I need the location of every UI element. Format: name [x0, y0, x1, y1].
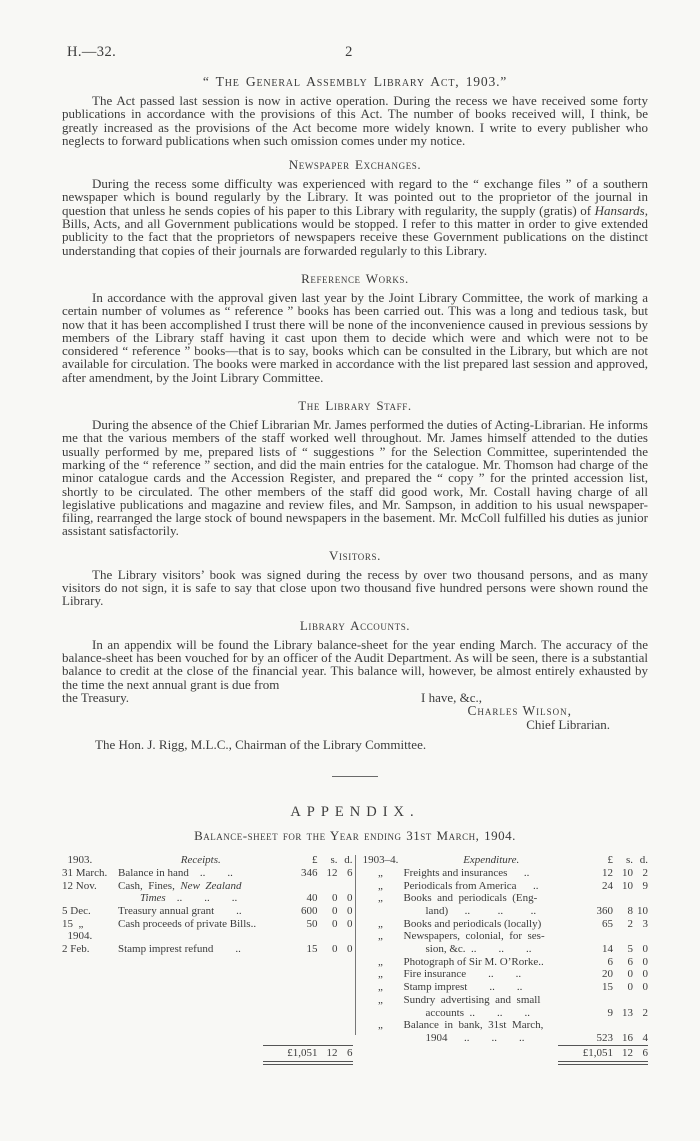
ledger-amount-shillings: 13: [622, 1006, 633, 1019]
expenditure-total-row: [558, 1045, 648, 1066]
ledger-amount-pence: 0: [642, 968, 648, 981]
section-heading-reference-works: Reference Works.: [301, 270, 409, 286]
ledger-description: [404, 867, 580, 880]
ledger-description: [404, 930, 580, 943]
ledger-description: [118, 867, 284, 880]
ledger-row: [62, 905, 353, 918]
ledger-row: [358, 981, 649, 994]
ledger-amount-shillings: 5: [627, 943, 633, 956]
valediction: I have, &c.,: [420, 689, 482, 705]
ledger-date: 5 Dec.: [62, 904, 91, 917]
ledger-amount-pounds: 9: [607, 1006, 613, 1019]
ledger-amount-pence: 0: [347, 943, 353, 956]
ledger-amount-pence: [633, 1019, 648, 1032]
ledger-date: 1904.: [62, 930, 93, 943]
ledger-row: [62, 943, 353, 956]
ledger-description: [404, 1007, 580, 1020]
ledger-description-text: Fire insurance .. ..: [403, 968, 522, 981]
ledger-amount-pounds: 346: [301, 866, 318, 879]
ledger-amount-pence: [338, 930, 353, 943]
signature-name: Charles Wilson,: [467, 703, 572, 719]
ledger-date: [358, 905, 404, 918]
section-heading-library-accounts: Library Accounts.: [299, 617, 411, 633]
ledger-amount-pounds: [284, 880, 318, 893]
ledger-amount-pence: [338, 880, 353, 893]
ledger-date: 31 March.: [62, 866, 108, 879]
receipts-total-row: [263, 1045, 353, 1066]
ledger-description: [118, 892, 284, 905]
ledger-row: [358, 930, 649, 943]
page-header: [62, 44, 648, 61]
total-pounds: £1,051: [582, 1046, 613, 1059]
ledger-date: 2 Feb.: [62, 943, 90, 956]
ledger-amount-shillings: [613, 1019, 633, 1032]
total-pence: 6: [642, 1046, 648, 1059]
ledger-date: „: [378, 955, 383, 968]
expenditure-year-label: 1903–4.: [362, 854, 399, 867]
ledger-amount-pounds: 40: [306, 892, 318, 905]
ledger-amount-shillings: 10: [622, 879, 633, 892]
ledger-amount-shillings: [318, 930, 338, 943]
ledger-description: [404, 918, 580, 931]
ledger-amount-pence: [633, 930, 648, 943]
pence-header: d.: [344, 854, 353, 867]
ledger-row: [62, 918, 353, 931]
ledger-amount-shillings: [613, 892, 633, 905]
ledger-amount-pence: 0: [347, 904, 353, 917]
paragraph-newspaper-exchanges: [62, 177, 648, 257]
ledger-amount-pence: 6: [347, 866, 353, 879]
ledger-amount-pence: 0: [642, 943, 648, 956]
expenditure-column-title: Expenditure.: [463, 854, 520, 867]
ledger-date: [358, 1032, 404, 1045]
ledger-amount-pounds: 20: [602, 968, 613, 981]
ledger-description: [118, 943, 284, 956]
ledger-row: [358, 968, 649, 981]
ledger-description-text: land) .. .. ..: [425, 904, 537, 917]
ledger-amount-shillings: [613, 930, 633, 943]
ledger-row: [358, 1019, 649, 1032]
ledger-amount-pence: 2: [642, 866, 648, 879]
ledger-description-text: Cash, Fines,: [118, 879, 181, 892]
receipts-header-row: [62, 854, 353, 867]
ledger-description-text: accounts .. .. ..: [425, 1006, 530, 1019]
receipts-column: [62, 854, 353, 1067]
ledger-description-text: sion, &c. .. .. ..: [425, 943, 532, 956]
ledger-amount-pounds: 50: [306, 917, 318, 930]
ledger-description: [404, 905, 580, 918]
closing-treasury: the Treasury.: [62, 689, 130, 705]
ledger-row: [358, 892, 649, 905]
ledger-amount-pence: [633, 892, 648, 905]
ledger-amount-pence: 0: [642, 955, 648, 968]
ledger-description-text: Periodicals from America ..: [403, 879, 539, 892]
ledger-date: 15 „: [62, 917, 84, 930]
page-number: 2: [345, 44, 353, 60]
shillings-header: s.: [625, 854, 633, 867]
expenditure-rows: [358, 867, 649, 1045]
total-shillings: 12: [326, 1046, 338, 1059]
total-pence: 6: [347, 1046, 353, 1059]
ledger-row: [358, 918, 649, 931]
ledger-amount-shillings: 12: [326, 866, 338, 879]
ledger-amount-pounds: 360: [596, 904, 613, 917]
ledger-amount-shillings: 0: [627, 968, 633, 981]
ledger-column-divider: [355, 855, 356, 1035]
ledger-amount-pence: [633, 994, 648, 1007]
ledger-description-text: Books and periodicals (locally): [403, 917, 542, 930]
section-heading-library-staff: The Library Staff.: [298, 398, 412, 414]
ledger-description-text: Cash proceeds of private Bills..: [118, 917, 257, 930]
ledger-amount-pounds: [579, 892, 613, 905]
ledger-description-text: Freights and insurances ..: [403, 866, 530, 879]
ledger-amount-shillings: [613, 994, 633, 1007]
closing-line: [62, 691, 648, 704]
section-divider-rule: [332, 776, 378, 777]
ledger-row: [62, 892, 353, 905]
receipts-column-title: Receipts.: [180, 854, 221, 867]
ledger-row: [358, 1007, 649, 1020]
ledger-description-text: .. .. ..: [165, 892, 238, 905]
ledger-date: „: [378, 917, 383, 930]
total-pounds: £1,051: [287, 1046, 318, 1059]
ledger-date: „: [378, 981, 383, 994]
ledger-amount-pounds: [579, 994, 613, 1007]
ledger-row: [358, 905, 649, 918]
receipts-year-label: 1903.: [62, 854, 93, 867]
ledger-row: [358, 880, 649, 893]
paragraph-part: , Bills, Acts, and all Government publications would be stopped. I refer to this matter in order to give extended publicity to the fact that the proprietors of newspapers receive these Government publications on the distinct understanding that copies of their journals are forwarded regularly to this Library.: [62, 202, 648, 258]
ledger-description-text: Photograph of Sir M. O’Rorke..: [403, 955, 544, 968]
ledger-description: [404, 981, 580, 994]
ledger-amount-shillings: 0: [332, 943, 338, 956]
ledger-amount-pounds: 600: [301, 904, 318, 917]
ledger-description-text: Balance in bank, 31st March,: [403, 1019, 544, 1032]
ledger-description-italic: Times: [140, 892, 166, 905]
ledger-amount-shillings: 0: [332, 892, 338, 905]
ledger-amount-shillings: 0: [627, 981, 633, 994]
ledger-description: [404, 1019, 580, 1032]
ledger-amount-pence: 3: [642, 917, 648, 930]
ledger-amount-pounds: 12: [602, 866, 613, 879]
signature-role: Chief Librarian.: [526, 716, 610, 732]
ledger-amount-pence: 4: [642, 1031, 648, 1044]
appendix-title: APPENDIX.: [290, 804, 420, 821]
ledger-description-text: Stamp imprest refund ..: [118, 943, 241, 956]
ledger-amount-pounds: 24: [602, 879, 613, 892]
ledger-amount-shillings: 6: [627, 955, 633, 968]
appendix-subtitle: Balance-sheet for the Year ending 31st March, 1904.: [194, 828, 516, 844]
ledger-amount-pounds: 65: [602, 917, 613, 930]
expenditure-header-row: [358, 854, 649, 867]
document-title: “ The General Assembly Library Act, 1903.”: [202, 74, 508, 89]
pounds-header: £: [312, 854, 318, 867]
ledger-amount-pence: 10: [637, 904, 648, 917]
pence-header: d.: [639, 854, 648, 867]
ledger-row: [62, 930, 353, 943]
ledger-date: [358, 943, 404, 956]
ledger-date: „: [378, 879, 383, 892]
ledger-amount-pounds: 523: [596, 1031, 613, 1044]
ledger-amount-shillings: 8: [627, 904, 633, 917]
section-heading-visitors: Visitors.: [329, 547, 381, 563]
ledger-description: [118, 880, 284, 893]
ledger-row: [358, 1032, 649, 1045]
paragraph-part: During the recess some difficulty was experienced with regard to the “ exchange files ” of a southern newspaper which is bound regularly by the Library. It was pointed out to the proprietor of the journal in question that unless he sends copies of his paper to this Library with regularity, the supply (gratis) of: [62, 176, 648, 218]
ledger-date: [62, 892, 118, 905]
ledger-date: „: [378, 1019, 383, 1032]
paragraph-reference-works: In accordance with the approval given last year by the Joint Library Committee, the work of marking a certain number of volumes as “ reference ” books has been carried out. This was a long and tedious task, but now that it has been accomplished I trust there will be none of the inconvenience caused in previous sessions by members of the Library staff having it cast upon them to decide which were and which were not to be considered “ reference ” books—that is to say, books which can be consulted in the Library, but which are not available for circulation. The books were marked in accordance with the list prepared last session and approved, after amendment, by the Joint Library Committee.: [62, 289, 648, 385]
balance-sheet: [62, 854, 648, 1067]
ledger-date: „: [378, 993, 383, 1006]
doc-reference: H.—32.: [67, 44, 117, 60]
ledger-description: [118, 918, 284, 931]
ledger-description-text: Stamp imprest .. ..: [403, 981, 523, 994]
shillings-header: s.: [330, 854, 338, 867]
ledger-row: [62, 880, 353, 893]
ledger-amount-pence: 2: [642, 1006, 648, 1019]
ledger-description-text: Sundry advertising and small: [403, 993, 541, 1006]
paragraph-visitors: The Library visitors’ book was signed during the recess by over two thousand persons, and as many visitors do not sign, it is safe to say that close upon two thousand five hundred persons were shown round the Library.: [62, 566, 648, 609]
ledger-description: [404, 956, 580, 969]
ledger-description: [118, 930, 284, 943]
paragraph-library-accounts: In an appendix will be found the Library balance-sheet for the year ending March. The accuracy of the balance-sheet has been vouched for by an officer of the Audit Department. As will be seen, there is a substantial balance to credit at the close of the financial year. This balance will, however, be almost entirely exhausted by the time the next annual grant is due from: [62, 636, 648, 692]
ledger-description-text: 1904 .. .. ..: [425, 1031, 525, 1044]
ledger-description: [404, 1032, 580, 1045]
ledger-row: [62, 867, 353, 880]
ledger-amount-pounds: [579, 1019, 613, 1032]
ledger-description: [404, 968, 580, 981]
ledger-description: [404, 880, 580, 893]
ledger-amount-pence: 0: [347, 892, 353, 905]
section-heading-newspaper-exchanges: Newspaper Exchanges.: [288, 157, 422, 173]
ledger-amount-shillings: 0: [332, 917, 338, 930]
ledger-description-text: Treasury annual grant ..: [118, 904, 242, 917]
expenditure-column: [358, 854, 649, 1067]
ledger-amount-shillings: 16: [622, 1031, 633, 1044]
ledger-date: 12 Nov.: [62, 879, 97, 892]
ledger-amount-pence: 0: [642, 981, 648, 994]
ledger-amount-shillings: 2: [627, 917, 633, 930]
ledger-row: [358, 956, 649, 969]
paragraph-act-operation: The Act passed last session is now in active operation. During the recess we have received some forty publications in accordance with the provisions of this Act. The number of books received will, I think, be greatly increased as the provisions of the Act become more widely known. I write to every publisher who neglects to forward publications when such omission comes under my notice.: [62, 93, 648, 148]
ledger-description-text: Balance in hand .. ..: [118, 866, 233, 879]
ledger-description-text: Books and periodicals (Eng-: [403, 892, 538, 905]
ledger-amount-pounds: 6: [607, 955, 613, 968]
ledger-amount-pounds: 15: [306, 943, 318, 956]
ledger-date: „: [378, 892, 383, 905]
ledger-description-text: Newspapers, colonial, for ses-: [403, 930, 545, 943]
ledger-amount-pence: 9: [642, 879, 648, 892]
ledger-description: [404, 943, 580, 956]
ledger-amount-pence: 0: [347, 917, 353, 930]
ledger-description: [404, 892, 580, 905]
ledger-date: „: [378, 866, 383, 879]
ledger-date: „: [378, 930, 383, 943]
ledger-amount-pounds: [579, 930, 613, 943]
receipts-rows: [62, 867, 353, 956]
ledger-date: [358, 1007, 404, 1020]
ledger-row: [358, 994, 649, 1007]
ledger-row: [358, 943, 649, 956]
paragraph-library-staff: During the absence of the Chief Librarian Mr. James performed the duties of Acting-Librarian. He informs me that the various members of the staff worked well throughout. Mr. James himself attended to the duties usually performed by me, prepared lists of “ suggestions ” for the Selection Committee, superintended the marking of the “ reference ” section, and did the main entries for the catalogue. Mr. Thomson had charge of the minor catalogue cards and the Accession Register, and prepared the “ copy ” for the printed accession list, shortly to be circulated. The other members of the staff did good work, Mr. Costall having charge of all legislative publications and magazine and review files, and Mr. Sampson, in addition to his usual newspaper-filing, rearranged the large stock of bound newspapers in the basement. Mr. McColl fulfilled his duties as junior assistant satisfactorily.: [62, 417, 648, 539]
ledger-amount-shillings: 10: [622, 866, 633, 879]
ledger-amount-pounds: [284, 930, 318, 943]
ledger-amount-shillings: 0: [332, 904, 338, 917]
italic-hansards: Hansards: [594, 202, 645, 218]
ledger-description: [118, 905, 284, 918]
ledger-row: [358, 867, 649, 880]
ledger-amount-pounds: 14: [602, 943, 613, 956]
addressee-line: The Hon. J. Rigg, M.L.C., Chairman of the Library Committee.: [95, 737, 427, 753]
total-shillings: 12: [622, 1046, 633, 1059]
ledger-amount-shillings: [318, 880, 338, 893]
ledger-amount-pounds: 15: [602, 981, 613, 994]
pounds-header: £: [607, 854, 613, 867]
ledger-description-italic: New Zealand: [180, 879, 242, 892]
ledger-description: [404, 994, 580, 1007]
ledger-date: „: [378, 968, 383, 981]
